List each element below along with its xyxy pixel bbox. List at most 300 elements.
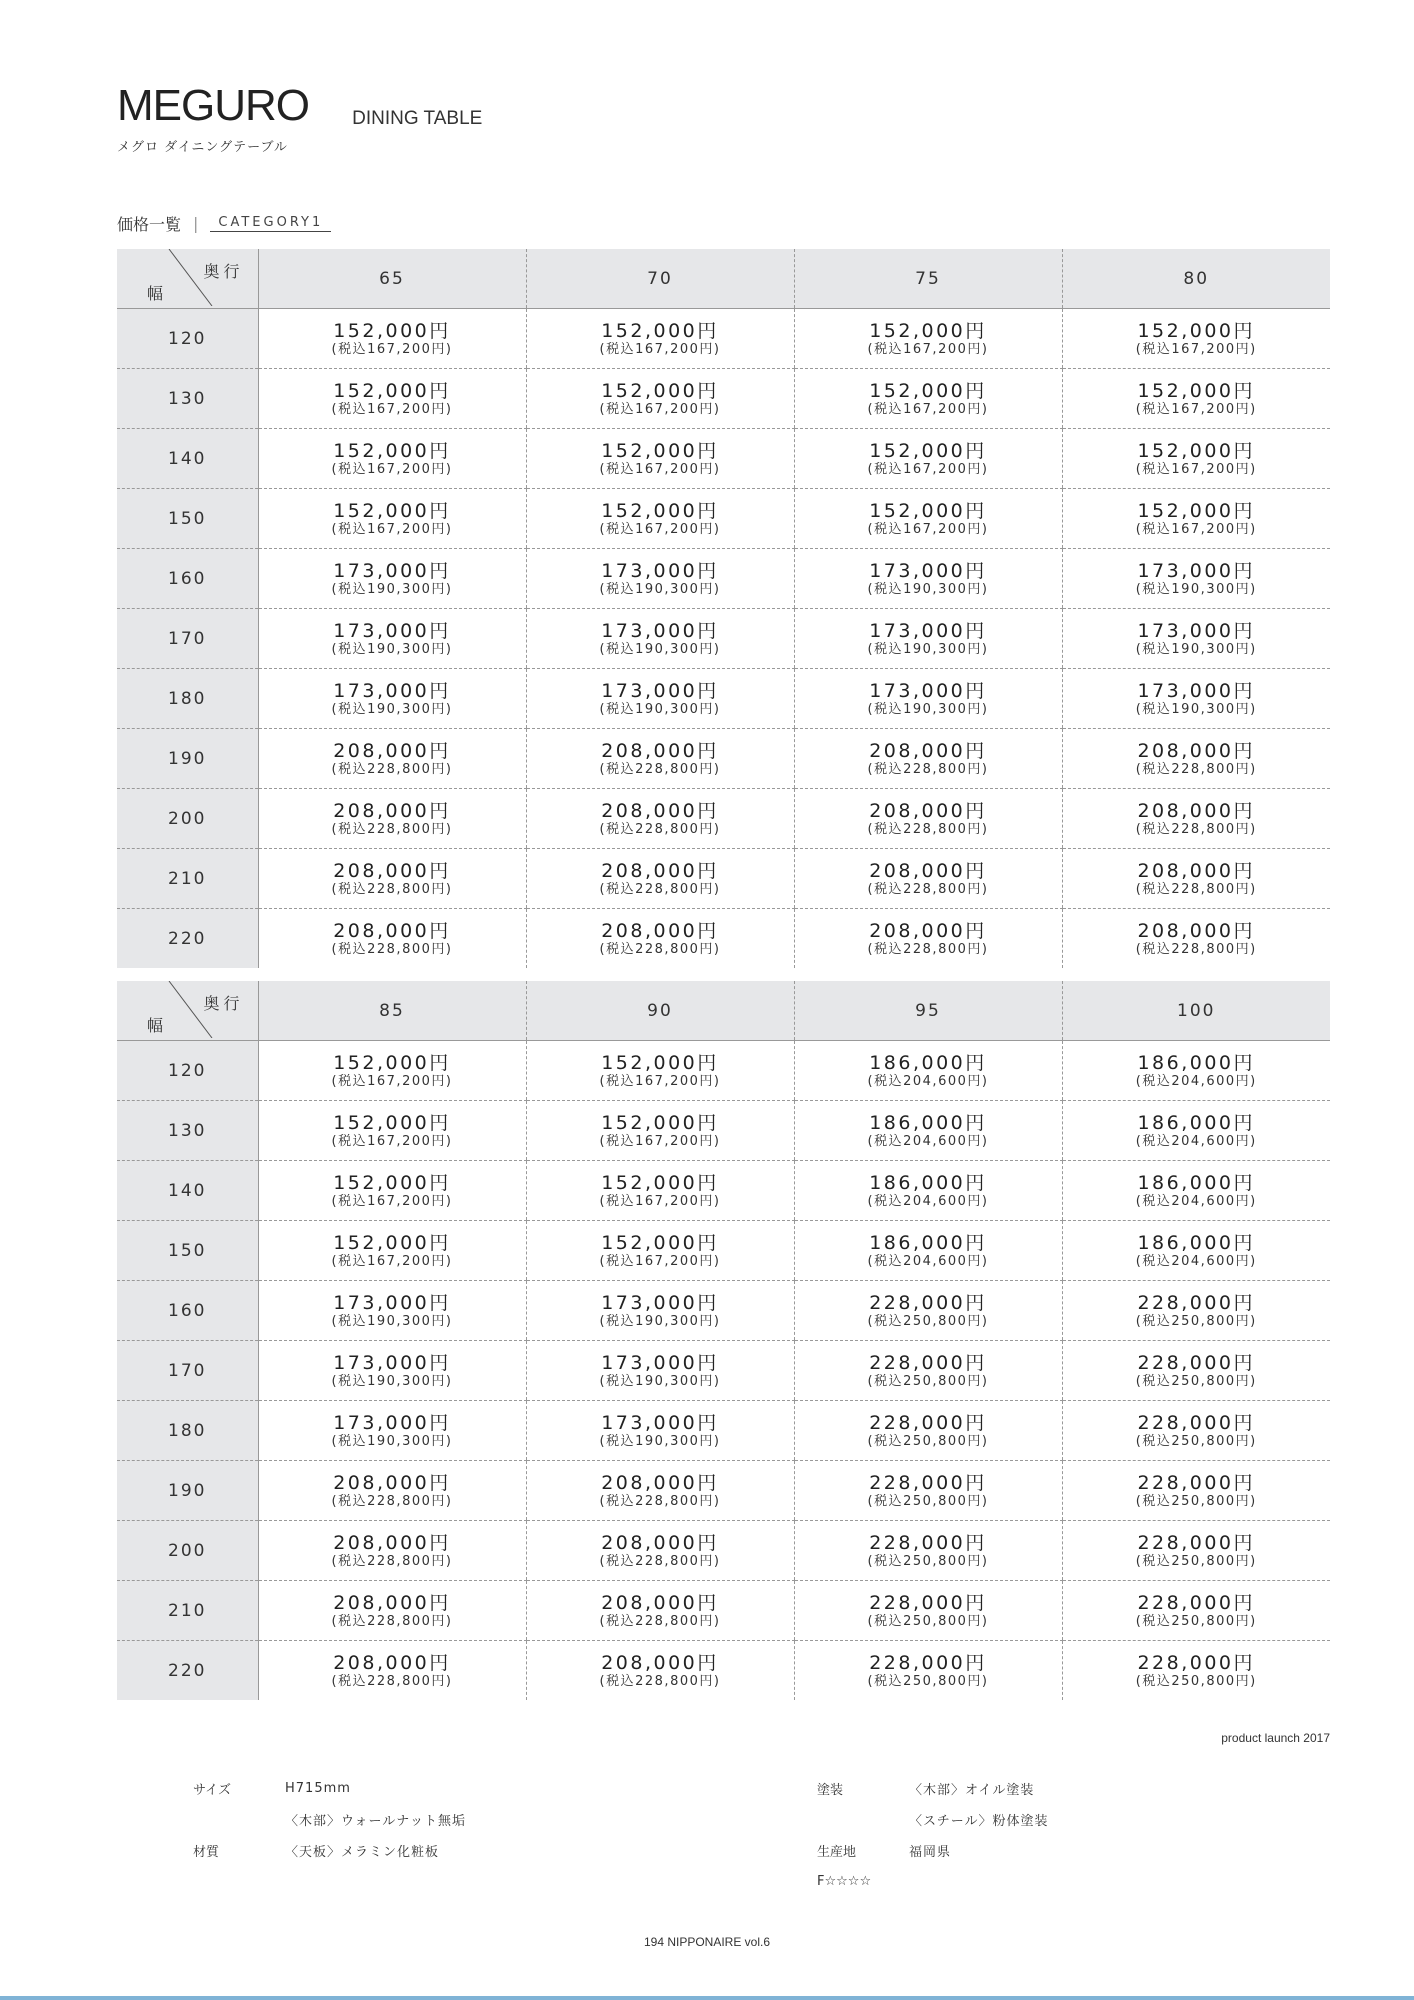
price-value: 152,000円 — [601, 1231, 719, 1254]
table-row — [117, 609, 1330, 669]
price-cell — [1062, 1641, 1330, 1701]
price-cell — [794, 489, 1062, 549]
price-value: 228,000円 — [869, 1291, 987, 1314]
table-row — [117, 309, 1330, 369]
width-header: 140 — [117, 1161, 258, 1221]
price-cell — [794, 1521, 1062, 1581]
tax-included-price: (税込167,200円) — [1135, 401, 1257, 417]
price-value: 173,000円 — [333, 1291, 451, 1314]
tax-included-price: (税込204,600円) — [1135, 1193, 1257, 1209]
price-value: 152,000円 — [333, 379, 451, 402]
price-cell — [794, 1461, 1062, 1521]
width-header: 200 — [117, 1521, 258, 1581]
price-value: 152,000円 — [601, 499, 719, 522]
spec-row — [817, 1835, 1048, 1866]
header-row — [117, 249, 1330, 309]
tax-included-price: (税込228,800円) — [599, 1493, 721, 1509]
price-value: 152,000円 — [869, 439, 987, 462]
tax-included-price: (税込250,800円) — [1135, 1553, 1257, 1569]
launch-note: product launch 2017 — [1221, 1731, 1330, 1745]
price-cell — [526, 489, 794, 549]
tax-included-price: (税込228,800円) — [331, 1553, 453, 1569]
price-cell — [1062, 1461, 1330, 1521]
corner-cell — [117, 981, 258, 1041]
price-cell — [526, 1401, 794, 1461]
tax-included-price: (税込190,300円) — [1135, 641, 1257, 657]
tax-included-price: (税込228,800円) — [599, 881, 721, 897]
depth-header: 80 — [1062, 249, 1330, 309]
table-row — [117, 669, 1330, 729]
price-cell — [258, 1461, 526, 1521]
price-value: 152,000円 — [333, 1051, 451, 1074]
tax-included-price: (税込250,800円) — [1135, 1373, 1257, 1389]
header-row — [117, 981, 1330, 1041]
price-cell — [794, 729, 1062, 789]
width-header: 130 — [117, 1101, 258, 1161]
price-cell — [526, 1101, 794, 1161]
tax-included-price: (税込250,800円) — [1135, 1493, 1257, 1509]
tax-included-price: (税込167,200円) — [867, 401, 989, 417]
price-cell — [1062, 1041, 1330, 1101]
table-row — [117, 1401, 1330, 1461]
price-value: 228,000円 — [869, 1411, 987, 1434]
spec-value: 福岡県 — [909, 1845, 952, 1860]
tax-included-price: (税込228,800円) — [599, 1673, 721, 1689]
price-value: 208,000円 — [601, 859, 719, 882]
table-row — [117, 729, 1330, 789]
price-value: 186,000円 — [1137, 1111, 1256, 1134]
table-row — [117, 549, 1330, 609]
price-value: 186,000円 — [869, 1231, 987, 1254]
price-value: 208,000円 — [601, 1531, 719, 1554]
price-cell — [794, 1221, 1062, 1281]
spec-row — [817, 1866, 1048, 1897]
tax-included-price: (税込228,800円) — [331, 821, 453, 837]
width-header: 200 — [117, 789, 258, 849]
tax-included-price: (税込250,800円) — [867, 1313, 989, 1329]
price-cell — [258, 1641, 526, 1701]
price-value: 152,000円 — [333, 319, 451, 342]
price-value: 152,000円 — [333, 439, 451, 462]
price-cell — [1062, 1521, 1330, 1581]
price-cell — [258, 669, 526, 729]
tax-included-price: (税込250,800円) — [867, 1433, 989, 1449]
price-value: 152,000円 — [869, 319, 987, 342]
depth-label: 奥行 — [203, 994, 244, 1013]
price-value: 152,000円 — [333, 1111, 451, 1134]
price-value: 173,000円 — [333, 679, 451, 702]
table-row — [117, 1101, 1330, 1161]
width-header: 180 — [117, 669, 258, 729]
price-value: 173,000円 — [869, 679, 987, 702]
width-header: 190 — [117, 729, 258, 789]
price-cell — [794, 1401, 1062, 1461]
depth-header: 65 — [258, 249, 526, 309]
price-value: 208,000円 — [601, 919, 719, 942]
width-header: 150 — [117, 489, 258, 549]
depth-header: 85 — [258, 981, 526, 1041]
depth-header: 90 — [526, 981, 794, 1041]
price-value: 228,000円 — [1137, 1411, 1256, 1434]
price-value: 208,000円 — [1137, 919, 1256, 942]
price-value: 152,000円 — [601, 1051, 719, 1074]
tax-included-price: (税込167,200円) — [331, 1073, 453, 1089]
tax-included-price: (税込228,800円) — [1135, 821, 1257, 837]
price-value: 228,000円 — [869, 1351, 987, 1374]
price-value: 152,000円 — [601, 379, 719, 402]
table-row — [117, 789, 1330, 849]
price-cell — [258, 909, 526, 969]
tax-included-price: (税込228,800円) — [331, 941, 453, 957]
tax-included-price: (税込228,800円) — [599, 821, 721, 837]
price-cell — [258, 1101, 526, 1161]
tax-included-price: (税込190,300円) — [599, 701, 721, 717]
price-cell — [526, 789, 794, 849]
price-cell — [1062, 309, 1330, 369]
price-value: 173,000円 — [1137, 559, 1256, 582]
table-row — [117, 1041, 1330, 1101]
price-cell — [1062, 669, 1330, 729]
price-value: 208,000円 — [869, 919, 987, 942]
tax-included-price: (税込167,200円) — [599, 1073, 721, 1089]
spec-key: 材質 — [193, 1845, 220, 1860]
tax-included-price: (税込190,300円) — [331, 1433, 453, 1449]
spec-key: 塗装 — [817, 1783, 844, 1798]
price-value: 228,000円 — [869, 1531, 987, 1554]
depth-label: 奥行 — [203, 262, 244, 281]
tax-included-price: (税込228,800円) — [331, 881, 453, 897]
price-value: 228,000円 — [1137, 1531, 1256, 1554]
tax-included-price: (税込250,800円) — [867, 1613, 989, 1629]
price-value: 186,000円 — [1137, 1231, 1256, 1254]
price-cell — [258, 609, 526, 669]
price-value: 228,000円 — [1137, 1591, 1256, 1614]
tax-included-price: (税込204,600円) — [1135, 1253, 1257, 1269]
price-cell — [526, 1161, 794, 1221]
tax-included-price: (税込190,300円) — [1135, 581, 1257, 597]
price-value: 152,000円 — [601, 319, 719, 342]
tax-included-price: (税込250,800円) — [867, 1373, 989, 1389]
width-label: 幅 — [147, 284, 166, 303]
price-cell — [258, 849, 526, 909]
tax-included-price: (税込190,300円) — [599, 1313, 721, 1329]
price-value: 208,000円 — [601, 1591, 719, 1614]
price-cell — [526, 729, 794, 789]
price-value: 186,000円 — [1137, 1051, 1256, 1074]
price-value: 208,000円 — [333, 799, 451, 822]
product-subtitle: DINING TABLE — [352, 108, 483, 129]
price-value: 173,000円 — [869, 559, 987, 582]
price-cell — [1062, 1281, 1330, 1341]
tax-included-price: (税込167,200円) — [1135, 461, 1257, 477]
tax-included-price: (税込190,300円) — [331, 1373, 453, 1389]
spec-value: 〈木部〉オイル塗装 — [909, 1783, 1035, 1798]
price-value: 208,000円 — [333, 859, 451, 882]
price-cell — [1062, 549, 1330, 609]
table-row — [117, 849, 1330, 909]
tax-included-price: (税込190,300円) — [599, 641, 721, 657]
tax-included-price: (税込250,800円) — [1135, 1313, 1257, 1329]
spec-row — [817, 1804, 1048, 1835]
width-header: 210 — [117, 1581, 258, 1641]
tax-included-price: (税込204,600円) — [867, 1193, 989, 1209]
price-value: 173,000円 — [601, 559, 719, 582]
price-list-label: 価格一覧 — [117, 215, 182, 234]
price-cell — [258, 1221, 526, 1281]
tax-included-price: (税込228,800円) — [867, 761, 989, 777]
price-value: 152,000円 — [601, 1111, 719, 1134]
price-cell — [258, 1281, 526, 1341]
tax-included-price: (税込228,800円) — [1135, 761, 1257, 777]
price-cell — [526, 669, 794, 729]
price-value: 208,000円 — [333, 1471, 451, 1494]
tax-included-price: (税込228,800円) — [867, 821, 989, 837]
price-cell — [1062, 1581, 1330, 1641]
spec-value: H715mm — [285, 1781, 351, 1796]
depth-header: 95 — [794, 981, 1062, 1041]
price-cell — [526, 1041, 794, 1101]
tax-included-price: (税込250,800円) — [1135, 1613, 1257, 1629]
tax-included-price: (税込228,800円) — [1135, 941, 1257, 957]
tax-included-price: (税込204,600円) — [1135, 1133, 1257, 1149]
table-row — [117, 909, 1330, 969]
tax-included-price: (税込204,600円) — [1135, 1073, 1257, 1089]
price-cell — [526, 1581, 794, 1641]
tax-included-price: (税込190,300円) — [331, 1313, 453, 1329]
price-cell — [1062, 1221, 1330, 1281]
price-value: 208,000円 — [601, 739, 719, 762]
price-table-1 — [117, 249, 1330, 968]
price-cell — [258, 489, 526, 549]
tax-included-price: (税込228,800円) — [599, 761, 721, 777]
tax-included-price: (税込167,200円) — [867, 521, 989, 537]
tax-included-price: (税込167,200円) — [331, 1133, 453, 1149]
price-cell — [794, 1041, 1062, 1101]
price-value: 228,000円 — [1137, 1351, 1256, 1374]
price-cell — [1062, 429, 1330, 489]
tax-included-price: (税込250,800円) — [867, 1553, 989, 1569]
tax-included-price: (税込190,300円) — [331, 701, 453, 717]
price-value: 152,000円 — [333, 499, 451, 522]
price-cell — [526, 309, 794, 369]
price-value: 152,000円 — [333, 1171, 451, 1194]
price-cell — [794, 609, 1062, 669]
price-cell — [258, 729, 526, 789]
price-value: 208,000円 — [333, 919, 451, 942]
spec-key: サイズ — [193, 1783, 231, 1798]
width-header: 170 — [117, 609, 258, 669]
tax-included-price: (税込228,800円) — [331, 1613, 453, 1629]
price-value: 228,000円 — [1137, 1471, 1256, 1494]
price-value: 208,000円 — [869, 739, 987, 762]
category-separator: | — [193, 214, 199, 233]
width-header: 160 — [117, 1281, 258, 1341]
price-value: 152,000円 — [601, 439, 719, 462]
spec-row — [817, 1773, 1048, 1804]
price-value: 208,000円 — [601, 799, 719, 822]
price-cell — [794, 909, 1062, 969]
price-cell — [258, 1581, 526, 1641]
price-value: 173,000円 — [601, 619, 719, 642]
table-row — [117, 1221, 1330, 1281]
price-value: 173,000円 — [601, 679, 719, 702]
price-cell — [794, 1161, 1062, 1221]
price-cell — [526, 1341, 794, 1401]
spec-key: 生産地 — [817, 1845, 857, 1860]
tax-included-price: (税込167,200円) — [331, 1193, 453, 1209]
price-value: 208,000円 — [333, 1531, 451, 1554]
price-value: 228,000円 — [869, 1471, 987, 1494]
price-cell — [1062, 489, 1330, 549]
price-value: 228,000円 — [1137, 1651, 1256, 1674]
price-value: 173,000円 — [333, 619, 451, 642]
price-cell — [1062, 729, 1330, 789]
price-cell — [258, 429, 526, 489]
width-header: 120 — [117, 1041, 258, 1101]
tax-included-price: (税込190,300円) — [1135, 701, 1257, 717]
tax-included-price: (税込167,200円) — [599, 1133, 721, 1149]
tax-included-price: (税込167,200円) — [331, 341, 453, 357]
tax-included-price: (税込250,800円) — [1135, 1673, 1257, 1689]
table-row — [117, 1521, 1330, 1581]
width-header: 170 — [117, 1341, 258, 1401]
price-value: 152,000円 — [1137, 379, 1256, 402]
product-kana-name: メグロ ダイニングテーブル — [117, 140, 288, 155]
price-cell — [258, 1341, 526, 1401]
price-cell — [258, 1521, 526, 1581]
price-value: 152,000円 — [333, 1231, 451, 1254]
tax-included-price: (税込228,800円) — [1135, 881, 1257, 897]
price-cell — [794, 1281, 1062, 1341]
width-header: 150 — [117, 1221, 258, 1281]
tax-included-price: (税込167,200円) — [331, 461, 453, 477]
table-row — [117, 1461, 1330, 1521]
price-cell — [526, 1641, 794, 1701]
tax-included-price: (税込167,200円) — [599, 1193, 721, 1209]
price-value: 208,000円 — [1137, 799, 1256, 822]
price-cell — [526, 1221, 794, 1281]
specs-right — [817, 1773, 1048, 1897]
price-cell — [1062, 789, 1330, 849]
price-cell — [258, 309, 526, 369]
tax-included-price: (税込204,600円) — [867, 1073, 989, 1089]
tax-included-price: (税込190,300円) — [599, 581, 721, 597]
tax-included-price: (税込167,200円) — [1135, 521, 1257, 537]
price-cell — [1062, 369, 1330, 429]
product-title: MEGURO — [117, 81, 309, 130]
price-cell — [794, 1641, 1062, 1701]
tax-included-price: (税込167,200円) — [599, 1253, 721, 1269]
table-row — [117, 429, 1330, 489]
price-value: 173,000円 — [333, 1351, 451, 1374]
tax-included-price: (税込228,800円) — [599, 1613, 721, 1629]
price-value: 173,000円 — [333, 1411, 451, 1434]
price-cell — [1062, 1101, 1330, 1161]
tax-included-price: (税込228,800円) — [331, 1493, 453, 1509]
price-cell — [794, 1341, 1062, 1401]
price-value: 208,000円 — [869, 859, 987, 882]
tax-included-price: (税込167,200円) — [599, 521, 721, 537]
price-value: 152,000円 — [869, 379, 987, 402]
price-cell — [526, 1521, 794, 1581]
tax-included-price: (税込204,600円) — [867, 1253, 989, 1269]
tax-included-price: (税込167,200円) — [599, 401, 721, 417]
price-value: 208,000円 — [869, 799, 987, 822]
price-value: 228,000円 — [869, 1591, 987, 1614]
price-cell — [258, 1041, 526, 1101]
spec-key: F☆☆☆☆ — [817, 1874, 872, 1889]
category-line — [117, 212, 331, 235]
price-value: 173,000円 — [1137, 679, 1256, 702]
spec-value: 〈スチール〉粉体塗装 — [909, 1814, 1049, 1829]
price-value: 152,000円 — [869, 499, 987, 522]
spec-value: 〈天板〉メラミン化粧板 — [285, 1845, 440, 1860]
tax-included-price: (税込190,300円) — [867, 581, 989, 597]
tax-included-price: (税込167,200円) — [331, 401, 453, 417]
table-row — [117, 369, 1330, 429]
price-cell — [794, 789, 1062, 849]
price-value: 186,000円 — [869, 1171, 987, 1194]
tax-included-price: (税込190,300円) — [599, 1433, 721, 1449]
tax-included-price: (税込190,300円) — [331, 641, 453, 657]
page-header — [117, 81, 483, 155]
tax-included-price: (税込167,200円) — [1135, 341, 1257, 357]
specs-left — [193, 1773, 466, 1866]
spec-row — [193, 1835, 466, 1866]
width-header: 120 — [117, 309, 258, 369]
price-value: 208,000円 — [1137, 739, 1256, 762]
price-cell — [258, 789, 526, 849]
category-link[interactable]: CATEGORY1 — [210, 215, 331, 232]
price-cell — [1062, 909, 1330, 969]
tax-included-price: (税込167,200円) — [331, 521, 453, 537]
width-header: 140 — [117, 429, 258, 489]
price-value: 173,000円 — [601, 1411, 719, 1434]
width-header: 190 — [117, 1461, 258, 1521]
price-value: 152,000円 — [601, 1171, 719, 1194]
spec-value: 〈木部〉ウォールナット無垢 — [285, 1814, 466, 1829]
price-table-2 — [117, 981, 1330, 1700]
price-cell — [526, 1281, 794, 1341]
tax-included-price: (税込228,800円) — [867, 881, 989, 897]
table-row — [117, 1281, 1330, 1341]
bottom-accent-bar — [0, 1996, 1414, 2000]
price-value: 152,000円 — [1137, 499, 1256, 522]
price-value: 186,000円 — [869, 1051, 987, 1074]
table-row — [117, 489, 1330, 549]
price-cell — [526, 609, 794, 669]
price-cell — [258, 369, 526, 429]
width-label: 幅 — [147, 1016, 166, 1035]
price-value: 208,000円 — [333, 1651, 451, 1674]
price-cell — [1062, 1341, 1330, 1401]
spec-row — [193, 1773, 466, 1804]
price-cell — [526, 849, 794, 909]
price-cell — [526, 429, 794, 489]
tax-included-price: (税込250,800円) — [867, 1673, 989, 1689]
price-cell — [1062, 609, 1330, 669]
table-row — [117, 1641, 1330, 1701]
tax-included-price: (税込250,800円) — [1135, 1433, 1257, 1449]
depth-header: 75 — [794, 249, 1062, 309]
price-value: 173,000円 — [869, 619, 987, 642]
tax-included-price: (税込228,800円) — [331, 761, 453, 777]
price-value: 208,000円 — [1137, 859, 1256, 882]
tax-included-price: (税込228,800円) — [867, 941, 989, 957]
price-value: 228,000円 — [1137, 1291, 1256, 1314]
price-cell — [526, 909, 794, 969]
tax-included-price: (税込190,300円) — [867, 641, 989, 657]
